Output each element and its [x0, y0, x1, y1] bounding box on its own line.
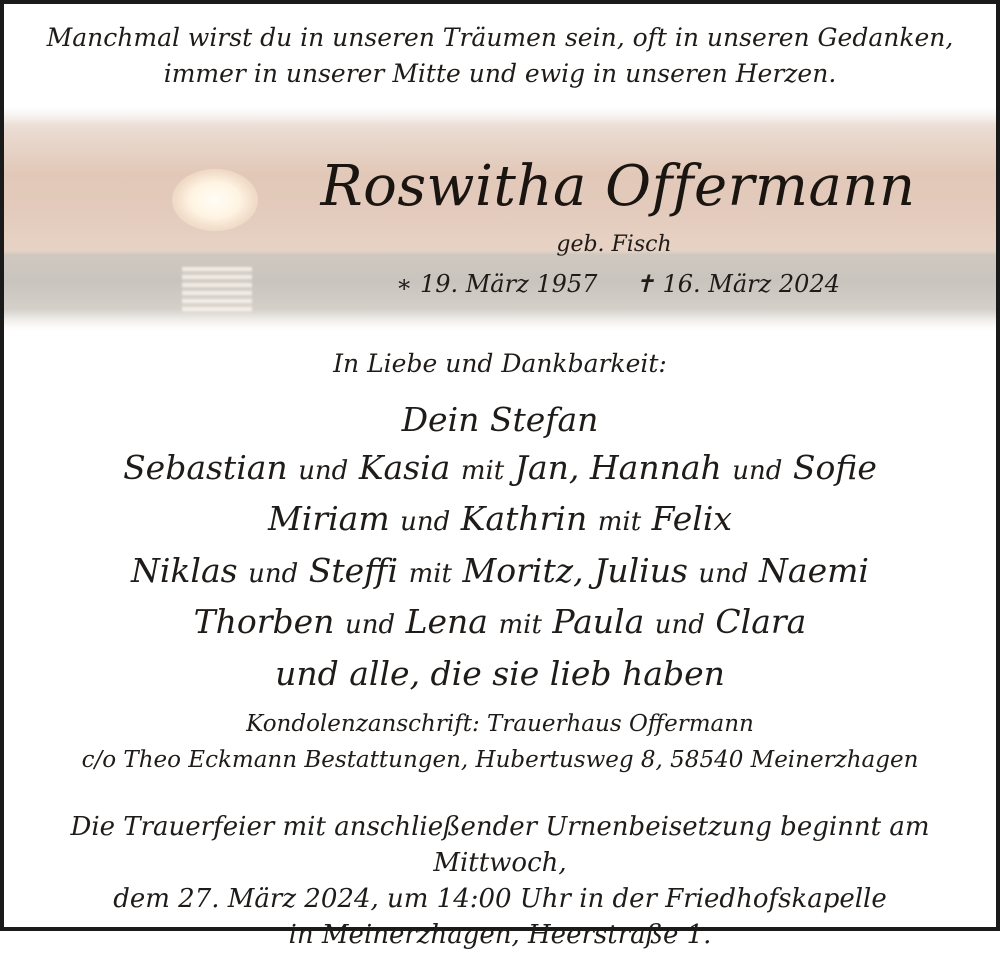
mourner-line: [4, 547, 996, 599]
mourner-name: Miriam: [268, 499, 390, 538]
connector-word: mit: [597, 507, 642, 537]
connector-word: und: [732, 455, 783, 486]
quote-line-2: immer in unserer Mitte und ewig in unseren Herzen.: [163, 59, 837, 88]
mourner-name: Kasia: [358, 447, 451, 487]
funeral-service-info: [4, 809, 996, 953]
mourner-line: [4, 650, 996, 698]
mourner-name: Steffi: [308, 550, 399, 590]
born-name: geb. Fisch: [556, 232, 672, 257]
connector-word: und: [654, 610, 705, 640]
service-line-1: Die Trauerfeier mit anschließender Urnenbeisetzung beginnt am Mittwoch,: [70, 812, 930, 878]
mourner-line: [4, 598, 996, 650]
death-cross-icon: ✝: [634, 270, 655, 298]
banner-fade-top: [4, 107, 996, 125]
sun-image: [172, 169, 258, 231]
mourner-name: Jan, Hannah: [514, 447, 722, 487]
mourner-name: Sebastian: [123, 447, 288, 487]
life-dates: [304, 270, 932, 298]
birth-date: 19. März 1957: [419, 270, 598, 298]
deceased-name: Roswitha Offermann: [320, 154, 916, 219]
sunset-banner: [4, 107, 996, 331]
mourner-name: Felix: [651, 499, 732, 538]
connector-word: und: [698, 558, 749, 589]
mourner-name: Lena: [405, 602, 488, 641]
connector-word: mit: [408, 558, 452, 589]
connector-word: mit: [498, 610, 542, 640]
mourner-line: [4, 495, 996, 547]
mourner-name: Moritz, Julius: [462, 550, 688, 590]
quote-line-1: Manchmal wirst du in unseren Träumen sein, oft in unseren Gedanken,: [46, 23, 954, 52]
condolence-line-2: c/o Theo Eckmann Bestattungen, Hubertusweg 8, 58540 Meinerzhagen: [81, 747, 919, 773]
birth-star-icon: ∗: [395, 270, 413, 298]
banner-fade-bottom: [4, 309, 996, 331]
mourner-name: Clara: [715, 602, 807, 641]
connector-word: und: [400, 507, 451, 537]
service-line-2: dem 27. März 2024, um 14:00 Uhr in der Friedhofskapelle: [113, 884, 887, 914]
connector-word: und: [248, 558, 299, 589]
mourner-line: [4, 444, 996, 496]
mourner-name: Sofie: [792, 447, 877, 487]
mourner-name: Niklas: [131, 550, 238, 590]
connector-word: und: [298, 455, 349, 486]
mourner-line: [4, 396, 996, 444]
connector-word: und: [344, 610, 396, 640]
mourner-name: Naemi: [759, 550, 869, 590]
connector-word: mit: [460, 455, 505, 486]
mourner-name: Dein Stefan: [401, 400, 599, 439]
death-date: 16. März 2024: [662, 270, 840, 298]
sun-reflection-image: [182, 267, 252, 313]
service-line-3: in Meinerzhagen, Heerstraße 1.: [288, 920, 712, 950]
mourner-name: Thorben: [193, 602, 335, 641]
condolence-address: [4, 706, 996, 778]
mourners-list: [4, 396, 996, 697]
mourner-name: Kathrin: [460, 499, 588, 538]
condolence-line-1: Kondolenzanschrift: Trauerhaus Offermann: [246, 711, 754, 737]
mourner-closing: und alle, die sie lieb haben: [275, 653, 725, 693]
mourner-name: Paula: [552, 602, 645, 641]
opening-quote: [4, 20, 996, 92]
thanks-heading: In Liebe und Dankbarkeit:: [333, 349, 667, 378]
